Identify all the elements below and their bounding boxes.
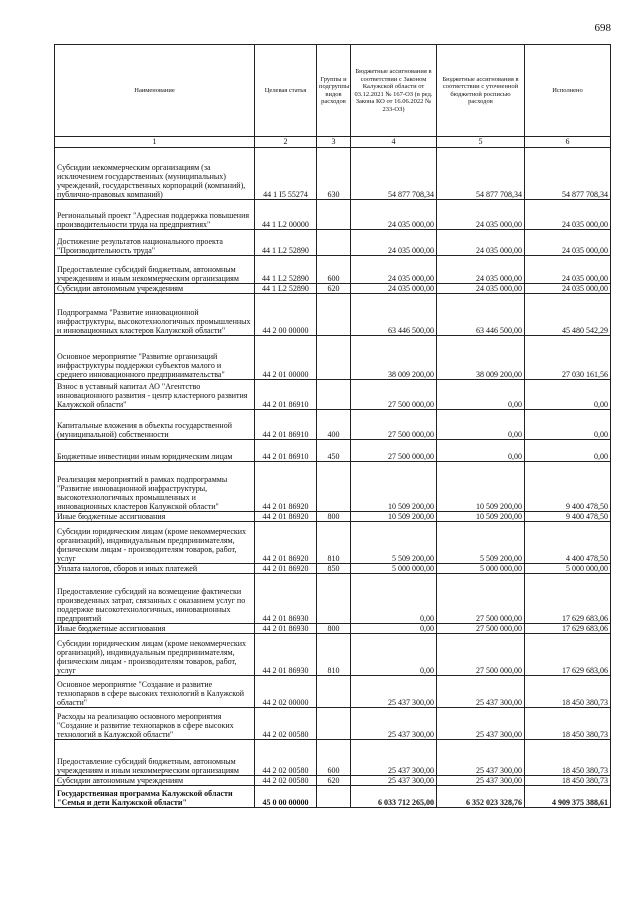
- row-budget-refined: 27 500 000,00: [437, 574, 525, 624]
- row-target-article: 44 1 I5 55274: [255, 148, 317, 200]
- row-budget-refined: 63 446 500,00: [437, 294, 525, 336]
- row-expense-group: [317, 336, 351, 380]
- row-budget-law: 10 509 200,00: [351, 462, 437, 512]
- row-expense-group: [317, 230, 351, 256]
- table-row: [55, 380, 611, 410]
- header-executed: Исполнено: [525, 45, 611, 137]
- row-name: Достижение результатов национального проекта "Производительность труда": [55, 230, 255, 256]
- row-budget-law: 27 500 000,00: [351, 440, 437, 462]
- header-row: [55, 45, 611, 137]
- row-name: Предоставление субсидий бюджетным, автономным учреждениям и иным некоммерческим организациям: [55, 256, 255, 284]
- row-name: Иные бюджетные ассигнования: [55, 512, 255, 522]
- row-budget-law: 25 437 300,00: [351, 776, 437, 786]
- row-name: Субсидии автономным учреждениям: [55, 776, 255, 786]
- row-name: Субсидии юридическим лицам (кроме некоммерческих организаций), индивидуальным предпринимателям, физическим лицам - производителям товаров, работ, услуг: [55, 634, 255, 676]
- row-executed: 24 035 000,00: [525, 230, 611, 256]
- row-name: Основное мероприятие "Создание и развитие технопарков в сфере высоких технологий в Калужской области": [55, 676, 255, 708]
- table-row: [55, 410, 611, 440]
- row-expense-group: 800: [317, 512, 351, 522]
- row-budget-refined: 10 509 200,00: [437, 462, 525, 512]
- row-budget-refined: 10 509 200,00: [437, 512, 525, 522]
- row-budget-refined: 24 035 000,00: [437, 230, 525, 256]
- row-name: Бюджетные инвестиции иным юридическим лицам: [55, 440, 255, 462]
- row-budget-refined: 6 352 023 328,76: [437, 786, 525, 808]
- row-executed: 4 909 375 388,61: [525, 786, 611, 808]
- row-budget-law: 24 035 000,00: [351, 230, 437, 256]
- row-budget-refined: 0,00: [437, 440, 525, 462]
- row-executed: 24 035 000,00: [525, 200, 611, 230]
- row-budget-refined: 24 035 000,00: [437, 256, 525, 284]
- row-target-article: 44 1 L2 00000: [255, 200, 317, 230]
- row-target-article: 44 2 01 86920: [255, 522, 317, 564]
- row-name: Субсидии юридическим лицам (кроме некоммерческих организаций), индивидуальным предпринимателям, физическим лицам - производителям товаров, работ, услуг: [55, 522, 255, 564]
- row-name: Предоставление субсидий на возмещение фактически произведенных затрат, связанных с оказанием услуг по поддержке высокотехнологичных, инновационных предприятий: [55, 574, 255, 624]
- row-executed: 17 629 683,06: [525, 624, 611, 634]
- row-target-article: 44 2 02 00580: [255, 708, 317, 740]
- row-target-article: 44 2 01 00000: [255, 336, 317, 380]
- table-row: [55, 440, 611, 462]
- row-budget-refined: 0,00: [437, 380, 525, 410]
- row-executed: 24 035 000,00: [525, 256, 611, 284]
- table-row: [55, 786, 611, 808]
- table-row: [55, 462, 611, 512]
- row-budget-law: 25 437 300,00: [351, 708, 437, 740]
- row-target-article: 44 2 01 86920: [255, 564, 317, 574]
- row-target-article: 44 2 00 00000: [255, 294, 317, 336]
- table-row: [55, 776, 611, 786]
- row-target-article: 44 2 02 00000: [255, 676, 317, 708]
- row-budget-law: 0,00: [351, 574, 437, 624]
- row-executed: 0,00: [525, 410, 611, 440]
- column-number: 3: [317, 137, 351, 148]
- row-budget-refined: 25 437 300,00: [437, 708, 525, 740]
- row-name: Расходы на реализацию основного мероприятия "Создание и развитие технопарков в сфере высоких технологий в Калужской области": [55, 708, 255, 740]
- row-budget-law: 27 500 000,00: [351, 410, 437, 440]
- row-expense-group: 630: [317, 148, 351, 200]
- row-expense-group: 810: [317, 522, 351, 564]
- table-row: [55, 708, 611, 740]
- row-target-article: 44 2 01 86910: [255, 440, 317, 462]
- row-executed: 17 629 683,06: [525, 634, 611, 676]
- table-row: [55, 230, 611, 256]
- row-target-article: 44 2 02 00580: [255, 740, 317, 776]
- row-executed: 0,00: [525, 440, 611, 462]
- row-expense-group: 400: [317, 410, 351, 440]
- header-budget-refined: Бюджетные ассигнования в соответствии с уточненной бюджетной росписью расходов: [437, 45, 525, 137]
- row-budget-law: 24 035 000,00: [351, 284, 437, 294]
- column-number: 1: [55, 137, 255, 148]
- row-target-article: 44 2 01 86910: [255, 380, 317, 410]
- budget-table: [54, 44, 611, 808]
- row-budget-law: 54 877 708,34: [351, 148, 437, 200]
- row-budget-refined: 24 035 000,00: [437, 200, 525, 230]
- column-number: 6: [525, 137, 611, 148]
- row-name: Государственная программа Калужской области "Семья и дети Калужской области": [55, 786, 255, 808]
- table-row: [55, 676, 611, 708]
- row-target-article: 44 2 01 86910: [255, 410, 317, 440]
- table-row: [55, 294, 611, 336]
- row-target-article: 44 2 01 86930: [255, 634, 317, 676]
- column-number: 2: [255, 137, 317, 148]
- row-budget-law: 5 509 200,00: [351, 522, 437, 564]
- row-budget-law: 63 446 500,00: [351, 294, 437, 336]
- row-budget-refined: 25 437 300,00: [437, 776, 525, 786]
- table-row: [55, 148, 611, 200]
- row-executed: 17 629 683,06: [525, 574, 611, 624]
- row-budget-refined: 54 877 708,34: [437, 148, 525, 200]
- row-budget-law: 25 437 300,00: [351, 676, 437, 708]
- row-expense-group: 600: [317, 256, 351, 284]
- row-name: Взнос в уставный капитал АО "Агентство инновационного развития - центр кластерного развития Калужской области": [55, 380, 255, 410]
- row-expense-group: [317, 294, 351, 336]
- row-budget-law: 10 509 200,00: [351, 512, 437, 522]
- row-target-article: 44 1 L2 52890: [255, 284, 317, 294]
- row-name: Субсидии автономным учреждениям: [55, 284, 255, 294]
- row-budget-law: 25 437 300,00: [351, 740, 437, 776]
- row-executed: 18 450 380,73: [525, 676, 611, 708]
- row-executed: 18 450 380,73: [525, 776, 611, 786]
- row-budget-law: 24 035 000,00: [351, 200, 437, 230]
- row-target-article: 44 2 01 86920: [255, 462, 317, 512]
- row-expense-group: [317, 380, 351, 410]
- row-expense-group: 620: [317, 284, 351, 294]
- row-executed: 24 035 000,00: [525, 284, 611, 294]
- row-budget-refined: 27 500 000,00: [437, 624, 525, 634]
- row-target-article: 44 2 01 86930: [255, 574, 317, 624]
- row-expense-group: [317, 200, 351, 230]
- header-target-article: Целевая статья: [255, 45, 317, 137]
- row-target-article: 44 2 01 86930: [255, 624, 317, 634]
- row-target-article: 44 2 01 86920: [255, 512, 317, 522]
- row-budget-refined: 5 000 000,00: [437, 564, 525, 574]
- table-row: [55, 256, 611, 284]
- table-row: [55, 564, 611, 574]
- row-expense-group: 800: [317, 624, 351, 634]
- table-row: [55, 624, 611, 634]
- table-body: [55, 148, 611, 808]
- row-target-article: 44 1 L2 52890: [255, 256, 317, 284]
- row-expense-group: [317, 708, 351, 740]
- table-row: [55, 740, 611, 776]
- table-row: [55, 336, 611, 380]
- table-row: [55, 284, 611, 294]
- row-name: Уплата налогов, сборов и иных платежей: [55, 564, 255, 574]
- row-budget-law: 6 033 712 265,00: [351, 786, 437, 808]
- row-target-article: 45 0 00 00000: [255, 786, 317, 808]
- row-target-article: 44 1 L2 52890: [255, 230, 317, 256]
- row-expense-group: [317, 574, 351, 624]
- row-executed: 4 400 478,50: [525, 522, 611, 564]
- row-expense-group: [317, 786, 351, 808]
- row-name: Субсидии некоммерческим организациям (за исключением государственных (муниципальных) учреждений, государственных корпораций (компаний), публично-правовых компаний): [55, 148, 255, 200]
- row-executed: 9 400 478,50: [525, 462, 611, 512]
- row-budget-refined: 27 500 000,00: [437, 634, 525, 676]
- row-executed: 9 400 478,50: [525, 512, 611, 522]
- row-expense-group: 850: [317, 564, 351, 574]
- row-budget-refined: 38 009 200,00: [437, 336, 525, 380]
- row-executed: 18 450 380,73: [525, 708, 611, 740]
- row-budget-law: 0,00: [351, 624, 437, 634]
- column-number: 5: [437, 137, 525, 148]
- row-expense-group: 620: [317, 776, 351, 786]
- row-name: Иные бюджетные ассигнования: [55, 624, 255, 634]
- row-expense-group: 810: [317, 634, 351, 676]
- column-number: 4: [351, 137, 437, 148]
- row-budget-law: 0,00: [351, 634, 437, 676]
- row-budget-refined: 24 035 000,00: [437, 284, 525, 294]
- row-budget-law: 5 000 000,00: [351, 564, 437, 574]
- table-row: [55, 522, 611, 564]
- row-expense-group: [317, 462, 351, 512]
- row-budget-refined: 25 437 300,00: [437, 676, 525, 708]
- row-budget-law: 27 500 000,00: [351, 380, 437, 410]
- row-target-article: 44 2 02 00580: [255, 776, 317, 786]
- row-name: Основное мероприятие "Развитие организаций инфраструктуры поддержки субъектов малого и среднего инновационного предпринимательства": [55, 336, 255, 380]
- table-row: [55, 512, 611, 522]
- row-budget-law: 38 009 200,00: [351, 336, 437, 380]
- column-number-row: [55, 137, 611, 148]
- header-expense-groups: Группы и подгруппы видов расходов: [317, 45, 351, 137]
- row-executed: 5 000 000,00: [525, 564, 611, 574]
- row-name: Региональный проект "Адресная поддержка повышения производительности труда на предприятиях": [55, 200, 255, 230]
- header-budget-law: Бюджетные ассигнования в соответствии с Законом Калужской области от 03.12.2021 № 167-ОЗ (в ред. Закона КО от 16.06.2022 № 233-ОЗ): [351, 45, 437, 137]
- table-row: [55, 574, 611, 624]
- row-executed: 45 480 542,29: [525, 294, 611, 336]
- row-expense-group: [317, 676, 351, 708]
- table-row: [55, 634, 611, 676]
- row-budget-refined: 25 437 300,00: [437, 740, 525, 776]
- row-budget-refined: 5 509 200,00: [437, 522, 525, 564]
- row-name: Реализация мероприятий в рамках подпрограммы "Развитие инновационной инфраструктуры, высокотехнологичных промышленных и инновационных кластеров Калужской области": [55, 462, 255, 512]
- row-name: Подпрограмма "Развитие инновационной инфраструктуры, высокотехнологичных промышленных и инновационных кластеров Калужской области": [55, 294, 255, 336]
- header-name: Наименование: [55, 45, 255, 137]
- row-executed: 27 030 161,56: [525, 336, 611, 380]
- page-number: 698: [594, 22, 611, 34]
- row-budget-refined: 0,00: [437, 410, 525, 440]
- row-expense-group: 450: [317, 440, 351, 462]
- table-row: [55, 200, 611, 230]
- row-executed: 18 450 380,73: [525, 740, 611, 776]
- row-name: Предоставление субсидий бюджетным, автономным учреждениям и иным некоммерческим организациям: [55, 740, 255, 776]
- row-name: Капитальные вложения в объекты государственной (муниципальной) собственности: [55, 410, 255, 440]
- row-executed: 0,00: [525, 380, 611, 410]
- row-expense-group: 600: [317, 740, 351, 776]
- row-executed: 54 877 708,34: [525, 148, 611, 200]
- row-budget-law: 24 035 000,00: [351, 256, 437, 284]
